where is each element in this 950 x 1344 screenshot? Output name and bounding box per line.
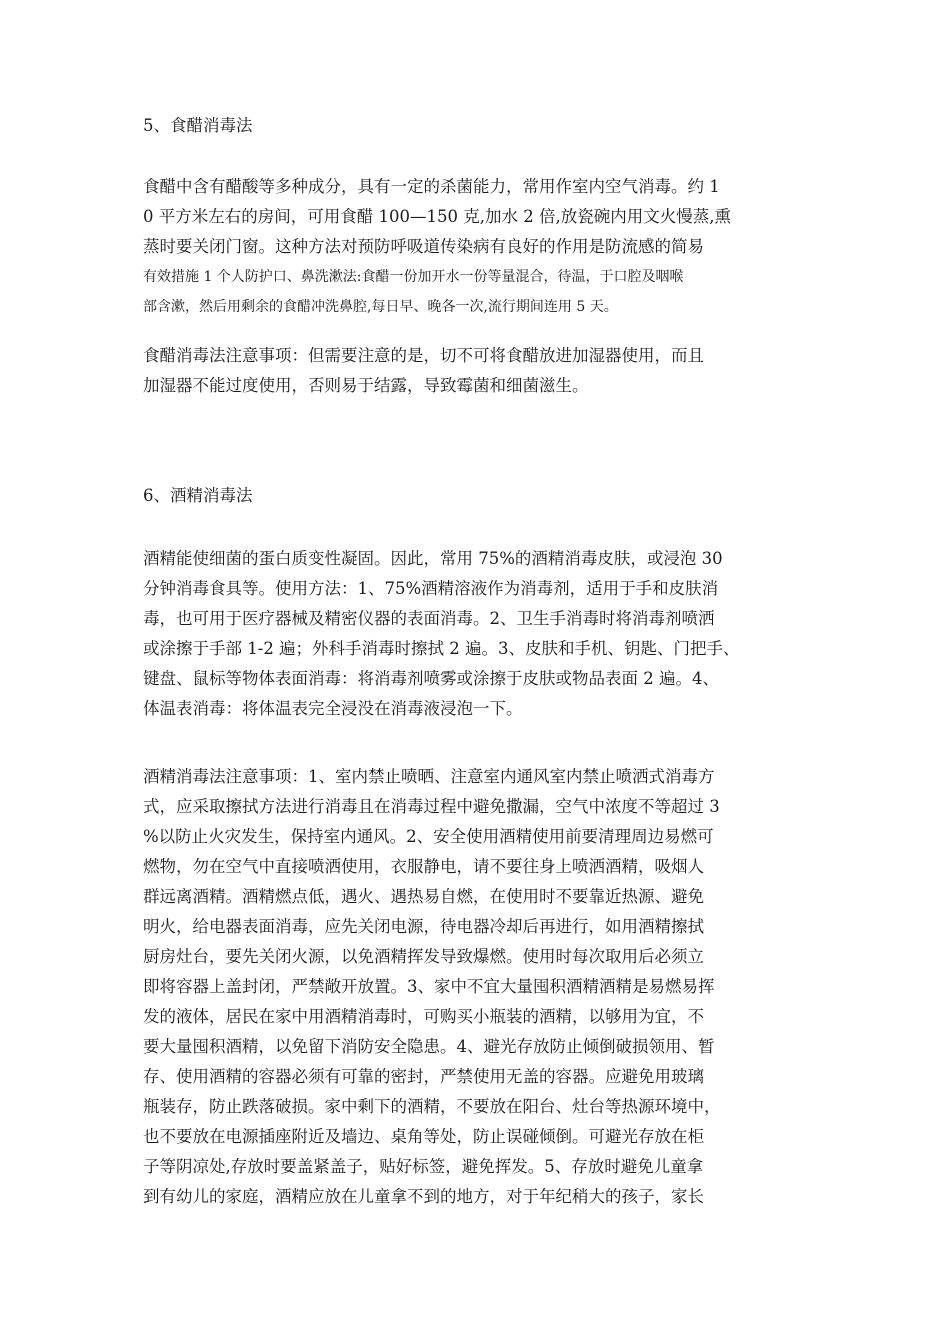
note-line: 食醋消毒法注意事项：但需要注意的是，切不可将食醋放进加湿器使用，而且 [143,346,704,365]
body-line: 有效措施 1 个人防护口、鼻洗漱法:食醋一份加开水一份等量混合，待温，于口腔及咽喉 [143,269,684,285]
body-line: 分钟消毒食具等。使用方法：1、75%酒精溶液作为消毒剂，适用于手和皮肤消 [143,579,719,598]
note-line: 燃物，勿在空气中直接喷洒使用，衣服静电，请不要往身上喷洒酒精，吸烟人 [143,857,704,876]
body-line: 酒精能使细菌的蛋白质变性凝固。因此，常用 75%的酒精消毒皮肤，或浸泡 30 [143,549,723,568]
body-line: 蒸时要关闭门窗。这种方法对预防呼吸道传染病有良好的作用是防流感的简易 [143,237,704,256]
body-line: 键盘、鼠标等物体表面消毒：将消毒剂喷雾或涂擦于皮肤或物品表面 2 遍。4、 [143,669,719,688]
body-line: 或涂擦于手部 1-2 遍；外科手消毒时擦拭 2 遍。3、皮肤和手机、钥匙、门把手、 [143,639,740,658]
note-line: 瓶装存，防止跌落破损。家中剩下的酒精，不要放在阳台、灶台等热源环境中， [143,1097,721,1116]
section-6-note [143,762,823,1212]
section-heading [143,481,823,511]
section-5-body [143,172,823,322]
note-line: 要大量囤积酒精，以免留下消防安全隐患。4、避光存放防止倾倒破损领用、暂 [143,1037,715,1056]
section-6-body [143,544,823,724]
note-line: %以防止火灾发生，保持室内通风。2、安全使用酒精使用前要清理周边易燃可 [143,827,714,846]
note-line: 明火，给电器表面消毒，应先关闭电源，待电器冷却后再进行，如用酒精擦拭 [143,917,704,936]
note-line: 子等阴凉处,存放时要盖紧盖子，贴好标签，避免挥发。5、存放时避免儿童拿 [143,1157,704,1176]
note-line: 群远离酒精。酒精燃点低，遇火、遇热易自燃，在使用时不要靠近热源、避免 [143,887,704,906]
note-line: 加湿器不能过度使用，否则易于结露，导致霉菌和细菌滋生。 [143,376,589,395]
section-6-heading: 6、酒精消毒法 [143,486,253,505]
note-line: 发的液体，居民在家中用酒精消毒时，可购买小瓶装的酒精，以够用为宜，不 [143,1007,704,1026]
body-line: 部含漱，然后用剩余的食醋冲洗鼻腔,每日早、晚各一次,流行期间连用 5 天。 [143,299,618,315]
body-line: 体温表消毒：将体温表完全浸没在消毒液浸泡一下。 [143,699,523,718]
body-line: 毒，也可用于医疗器械及精密仪器的表面消毒。2、卫生手消毒时将消毒剂喷洒 [143,609,715,628]
note-line: 也不要放在电源插座附近及墙边、桌角等处，防止误碰倾倒。可避光存放在柜 [143,1127,704,1146]
section-5-heading: 5、食醋消毒法 [143,116,253,135]
note-line: 即将容器上盖封闭，严禁敞开放置。3、家中不宜大量囤积酒精酒精是易燃易挥 [143,977,715,996]
body-line: 食醋中含有醋酸等多种成分，具有一定的杀菌能力，常用作室内空气消毒。约 1 [143,177,720,196]
section-5-note [143,341,823,401]
note-line: 酒精消毒法注意事项：1、室内禁止喷晒、注意室内通风室内禁止喷洒式消毒方 [143,767,715,786]
note-line: 式，应采取擦拭方法进行消毒且在消毒过程中避免撒漏，空气中浓度不等超过 3 [143,797,720,816]
body-line: 0 平方米左右的房间，可用食醋 100—150 克,加水 2 倍,放瓷碗内用文火慢蒸,熏 [143,207,731,226]
note-line: 存、使用酒精的容器必须有可靠的密封，严禁使用无盖的容器。应避免用玻璃 [143,1067,704,1086]
note-line: 到有幼儿的家庭，酒精应放在儿童拿不到的地方，对于年纪稍大的孩子，家长 [143,1187,704,1206]
note-line: 厨房灶台，要先关闭火源，以免酒精挥发导致爆燃。使用时每次取用后必须立 [143,947,704,966]
section-heading [143,111,823,141]
